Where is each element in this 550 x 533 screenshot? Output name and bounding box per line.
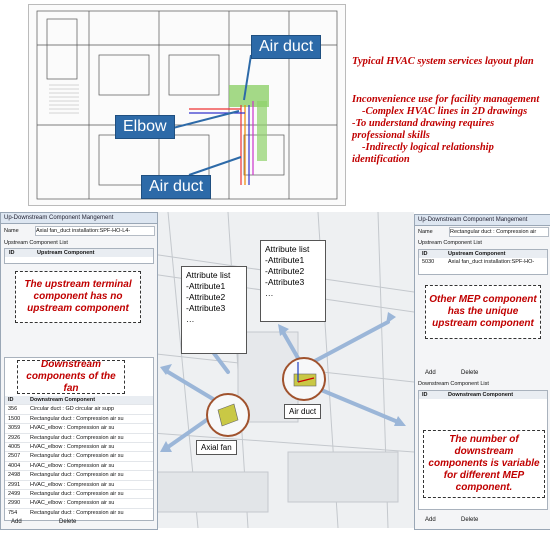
row-name: HVAC_elbow : Compression air su xyxy=(30,500,115,507)
attribute-list-duct xyxy=(260,240,326,322)
panel-title: Up-Downstream Component Mangement xyxy=(415,215,550,226)
plan-title: Typical HVAC system services layout plan xyxy=(352,56,534,67)
table-header xyxy=(419,250,547,258)
upstream-column-header: Upstream Component xyxy=(37,250,95,256)
row-id: 1500 xyxy=(8,415,21,422)
delete-button[interactable]: Delete xyxy=(461,517,479,523)
row-name: Rectangular duct : Compression air su xyxy=(30,415,124,422)
table-row[interactable] xyxy=(5,442,153,451)
row-id: 2991 xyxy=(8,481,21,488)
row-name: HVAC_elbow : Compression air su xyxy=(30,443,115,450)
row-id: 4005 xyxy=(8,443,21,450)
unique-upstream-note: Other MEP component has the unique upstream component xyxy=(425,285,541,339)
row-name: Rectangular duct : Compression air su xyxy=(30,490,124,497)
row-name: Rectangular duct : Compression air su xyxy=(30,453,124,460)
row-name: Rectangular duct : Compression air su xyxy=(30,434,124,441)
attr-line: Attribute list xyxy=(186,270,231,280)
row-id: 2926 xyxy=(8,434,21,441)
table-header xyxy=(5,396,153,404)
attr-line: -Attribute2 xyxy=(265,266,305,276)
row-name: HVAC_elbow : Compression air su xyxy=(30,462,115,469)
table-row[interactable] xyxy=(5,404,153,413)
downstream-table xyxy=(4,357,154,521)
attribute-list-fan xyxy=(181,266,247,354)
attr-line: … xyxy=(186,314,195,324)
table-row[interactable] xyxy=(5,451,153,460)
table-row[interactable] xyxy=(5,433,153,442)
table-row[interactable] xyxy=(5,423,153,432)
air-duct-callout-bottom: Air duct xyxy=(141,175,211,199)
attr-line: -Attribute3 xyxy=(265,277,305,287)
panel-title: Up-Downstream Component Mangement xyxy=(1,213,157,224)
downstream-column-header: Downstream Component xyxy=(448,392,514,398)
row-id: 754 xyxy=(8,509,18,516)
row-id: 3059 xyxy=(8,425,21,432)
table-row[interactable] xyxy=(419,258,547,266)
delete-button[interactable]: Delete xyxy=(461,370,479,376)
bullet-line: identification xyxy=(352,154,410,165)
row-name: HVAC_elbow : Compression air su xyxy=(30,425,115,432)
attr-line: … xyxy=(265,288,274,298)
table-header xyxy=(5,249,153,257)
add-button[interactable]: Add xyxy=(425,370,436,376)
row-id: 2498 xyxy=(8,472,21,479)
downstream-list-label: Downstream Component List xyxy=(418,381,489,387)
add-button[interactable]: Add xyxy=(11,519,22,525)
table-row[interactable] xyxy=(5,489,153,498)
left-component-panel xyxy=(0,212,158,530)
name-field[interactable]: Rectangular duct : Compression air xyxy=(449,227,549,237)
row-name: Axial fan_duct installation:SPF-HO- xyxy=(448,259,535,266)
variable-downstream-note: The number of downstream components is variable for different MEP component. xyxy=(423,430,545,498)
id-column-header: ID xyxy=(9,250,15,256)
row-id: 5030 xyxy=(422,259,435,266)
attr-line: -Attribute1 xyxy=(186,281,226,291)
axial-fan-label: Axial fan xyxy=(196,440,237,455)
row-id: 2499 xyxy=(8,490,21,497)
attr-line: -Attribute2 xyxy=(186,292,226,302)
right-component-panel xyxy=(414,214,550,530)
delete-button[interactable]: Delete xyxy=(59,519,77,525)
table-row[interactable] xyxy=(5,498,153,507)
row-name: Circular duct : GD circular air supp xyxy=(30,406,115,413)
upstream-column-header: Upstream Component xyxy=(448,251,506,257)
bullet-line: -Indirectly logical relationship xyxy=(362,142,494,153)
inconvenience-bullets xyxy=(352,106,548,166)
table-row[interactable] xyxy=(5,414,153,423)
elbow-callout: Elbow xyxy=(115,115,175,139)
downstream-column-header: Downstream Component xyxy=(30,397,96,403)
id-column-header: ID xyxy=(422,392,428,398)
id-column-header: ID xyxy=(422,251,428,257)
add-button[interactable]: Add xyxy=(425,517,436,523)
upstream-terminal-note: The upstream terminal component has no upstream component xyxy=(15,271,141,323)
air-duct-label: Air duct xyxy=(284,404,321,419)
upstream-table xyxy=(4,248,154,264)
name-label: Name xyxy=(418,229,433,235)
table-row[interactable] xyxy=(5,480,153,489)
attr-line: -Attribute3 xyxy=(186,303,226,313)
row-id: 4004 xyxy=(8,462,21,469)
row-name: HVAC_elbow : Compression air su xyxy=(30,481,115,488)
hvac-layout-plan xyxy=(28,4,346,206)
row-name: Rectangular duct : Compression air su xyxy=(30,472,124,479)
name-label: Name xyxy=(4,228,19,234)
row-id: 2507 xyxy=(8,453,21,460)
bullet-line: -To understand drawing requires xyxy=(352,118,495,129)
table-row[interactable] xyxy=(5,508,153,517)
inconvenience-heading: Inconvenience use for facility management xyxy=(352,94,540,105)
id-column-header: ID xyxy=(8,397,14,403)
bullet-line: -Complex HVAC lines in 2D drawings xyxy=(362,106,528,117)
table-row[interactable] xyxy=(5,461,153,470)
table-row[interactable] xyxy=(5,470,153,479)
row-id: 2990 xyxy=(8,500,21,507)
upstream-list-label: Upstream Component List xyxy=(4,240,68,246)
attr-line: -Attribute1 xyxy=(265,255,305,265)
attr-line: Attribute list xyxy=(265,244,310,254)
name-field[interactable]: Axial fan_duct installation:SPF-HO-L4- xyxy=(35,226,155,236)
downstream-rows xyxy=(5,396,153,517)
downstream-note: Downstream components of the fan xyxy=(17,360,125,394)
table-header xyxy=(419,391,547,399)
air-duct-callout-top: Air duct xyxy=(251,35,321,59)
bullet-line: professional skills xyxy=(352,130,430,141)
upstream-list-label: Upstream Component List xyxy=(418,240,482,246)
upstream-table xyxy=(418,249,548,275)
row-id: 356 xyxy=(8,406,18,413)
row-name: Rectangular duct : Compression air su xyxy=(30,509,124,516)
